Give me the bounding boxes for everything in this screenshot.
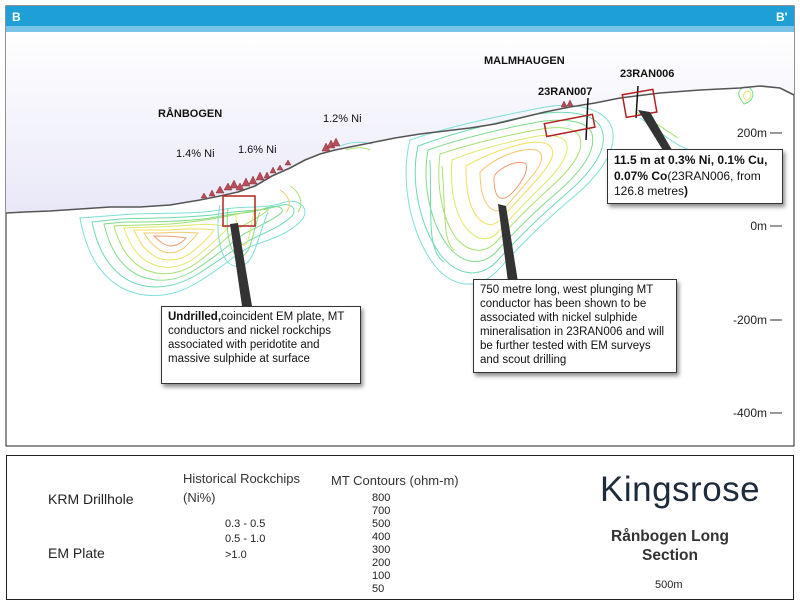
legend-mt-level-300: 300	[372, 544, 391, 556]
undrilled-bold-text: Undrilled,	[168, 311, 222, 323]
legend-mt-level-400: 400	[372, 531, 391, 543]
legend-mt-level-700: 700	[372, 505, 391, 517]
undrilled-normal-text: coincident EM plate, MT conductors and nickel rockchips associated with peridotite and massive sulphide at surface	[168, 311, 345, 365]
elevation-label-200m: 200m	[736, 126, 767, 140]
legend-mt-level-100: 100	[372, 570, 391, 582]
elevation-label-minus-400m: -400m	[732, 406, 767, 420]
rockchip-label-3: 1.2% Ni	[323, 113, 362, 125]
conductor-text: 750 metre long, west plunging MT conductor has been shown to be associated with nickel sulphide mineralisation in 23RAN006 and will be further tested with EM surveys and scout drilling	[480, 284, 665, 366]
callout-undrilled	[161, 306, 361, 384]
legend-mt-level-800: 800	[372, 492, 391, 504]
map-title-line-1: Rånbogen Long	[611, 528, 729, 545]
legend-rockchip-class-2: 0.5 - 1.0	[225, 533, 266, 545]
header-band-fade	[6, 26, 794, 32]
drillhole-label-23ran006: 23RAN006	[620, 68, 675, 80]
map-title-line-2: Section	[642, 547, 698, 564]
place-ranbogen: RÅNBOGEN	[158, 108, 223, 120]
header-band	[6, 6, 794, 26]
callout-intercept	[607, 149, 783, 204]
rockchip-label-2: 1.6% Ni	[238, 144, 277, 156]
legend-drillhole-label: KRM Drillhole	[48, 491, 134, 507]
section-start-label: B	[12, 10, 21, 24]
map-title	[604, 527, 736, 565]
brand-name: Kingsrose	[600, 470, 761, 509]
elevation-label-minus-200m: -200m	[732, 313, 767, 327]
legend-mt-title: MT Contours (ohm-m)	[331, 473, 459, 488]
place-malmhaugen: MALMHAUGEN	[484, 55, 565, 67]
legend-rockchips-title: Historical Rockchips (Ni%)	[183, 471, 301, 505]
drillhole-label-23ran007: 23RAN007	[538, 86, 593, 98]
legend-mt-level-50: 50	[372, 583, 385, 595]
legend-mt-level-500: 500	[372, 518, 391, 530]
section-end-label: B'	[776, 10, 788, 24]
scale-label: 500m	[655, 579, 683, 591]
elevation-label-0m: 0m	[750, 219, 767, 233]
legend-rockchip-class-1: 0.3 - 0.5	[225, 518, 266, 530]
intercept-bold-text: 11.5 m at 0.3% Ni, 0.1% Cu, 0.07% Co	[614, 153, 768, 183]
intercept-normal-text: (23RAN006, from 126.8 metres	[614, 168, 761, 198]
intercept-close-text: )	[684, 184, 689, 198]
callout-conductor	[473, 279, 677, 373]
rockchip-label-1: 1.4% Ni	[176, 148, 215, 160]
legend-rockchip-class-3: >1.0	[225, 549, 247, 561]
legend-em-plate-label: EM Plate	[48, 545, 105, 561]
legend-mt-level-200: 200	[372, 557, 391, 569]
